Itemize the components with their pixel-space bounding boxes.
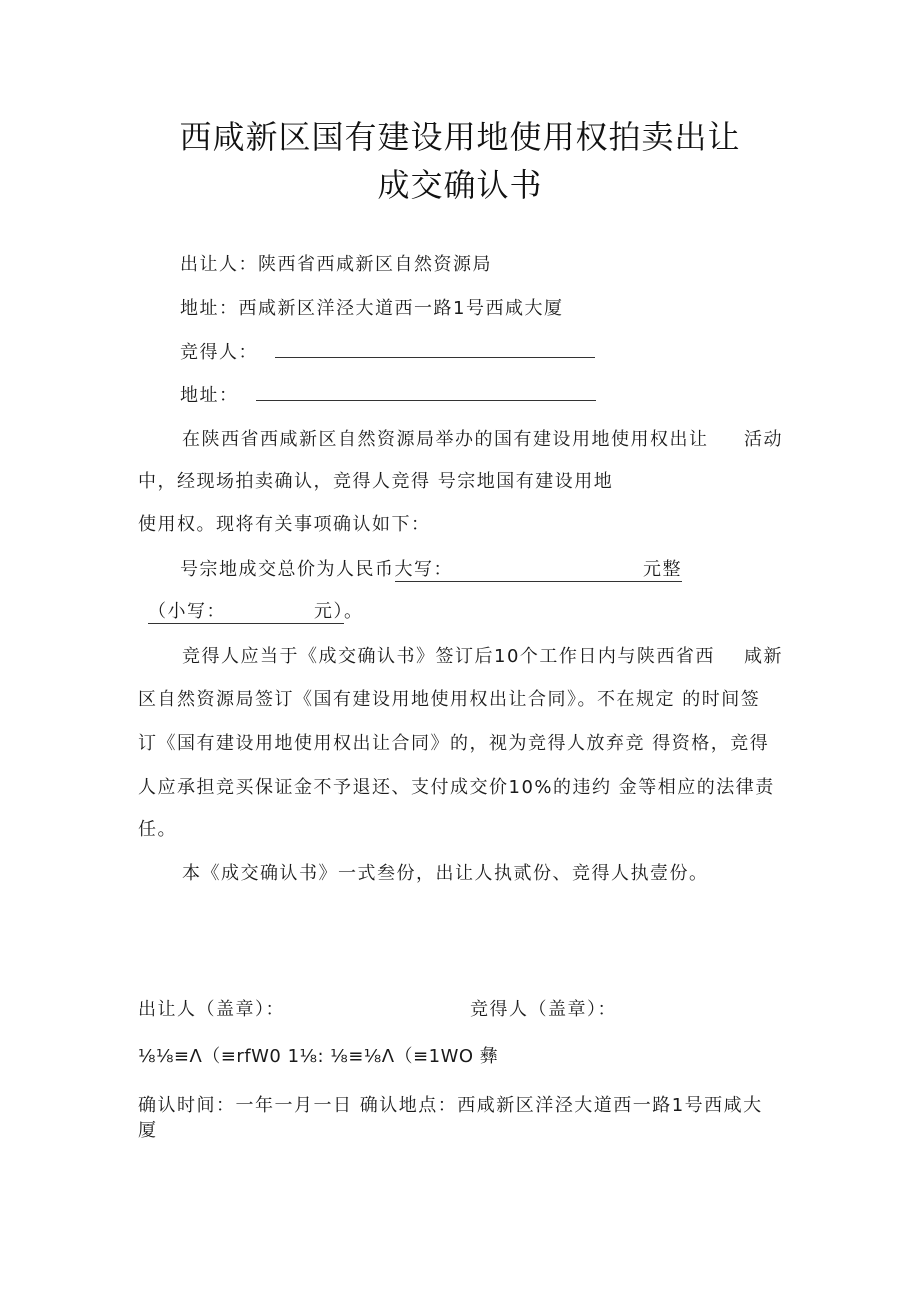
grantor-seal-label: 出让人（盖章）：: [138, 999, 285, 1020]
grantor-line: 出让人：陕西省西咸新区自然资源局: [180, 254, 492, 275]
para2-line3: 订《国有建设用地使用权出让合同》的，视为竞得人放弃竞 得资格，竞得: [138, 733, 770, 754]
price-xiaoxie-field: [148, 601, 344, 624]
garbled-text: ⅛⅛≡Λ（≡rfW0 1⅛: ⅛≡⅛Λ（≡1WO 彝: [138, 1046, 499, 1067]
confirm-line1: 确认时间：一年一月一日 确认地点：西咸新区洋泾大道西一路1号西咸大: [138, 1095, 763, 1116]
price-xiaoxie-line: [148, 600, 364, 624]
bidder-line: [180, 341, 595, 365]
price-period: 。: [344, 601, 364, 622]
para2-line2: 区自然资源局签订《国有建设用地使用权出让合同》。不在规定 的时间签: [138, 689, 761, 710]
para3-line: 本《成交确认书》一式叁份，出让人执贰份、竞得人执壹份。: [182, 863, 709, 884]
confirm-line2: 厦: [138, 1120, 158, 1141]
para1-line1a: 在陕西省西咸新区自然资源局举办的国有建设用地使用权出让: [182, 429, 709, 450]
para1-line2: 中，经现场拍卖确认，竞得人竞得 号宗地国有建设用地: [138, 471, 614, 492]
para2-line1b: 咸新: [744, 646, 783, 667]
bidder-address-label: 地址：: [180, 385, 239, 406]
para2-line1a: 竞得人应当于《成交确认书》签订后10个工作日内与陕西省西: [182, 646, 715, 667]
grantor-address-line: 地址：西咸新区洋泾大道西一路1号西咸大厦: [180, 298, 564, 319]
para1-line3: 使用权。现将有关事项确认如下：: [138, 514, 431, 535]
bidder-seal-label: 竞得人（盖章）：: [470, 999, 617, 1020]
para1-line1b: 活动: [744, 429, 783, 450]
bidder-label: 竞得人：: [180, 342, 258, 363]
document-title-line1: 西咸新区国有建设用地使用权拍卖出让: [179, 118, 741, 156]
price-line: [180, 558, 682, 582]
price-yuan-close: 元）: [314, 601, 344, 622]
document-title-line2: 成交确认书: [377, 166, 543, 204]
para2-line4: 人应承担竞买保证金不予退还、支付成交价10%的违约 金等相应的法律责: [138, 777, 775, 798]
price-daxie-label: 大写：: [394, 559, 453, 580]
price-xiaoxie-label: （小写：: [148, 601, 226, 622]
price-prefix: 号宗地成交总价为人民币: [180, 559, 395, 580]
bidder-address-blank: [256, 384, 596, 401]
para2-line5: 任。: [138, 819, 177, 840]
bidder-blank: [275, 341, 595, 358]
price-yuan-zheng: 元整: [643, 559, 682, 580]
price-daxie-field: [395, 559, 683, 582]
bidder-address-line: [180, 384, 596, 408]
